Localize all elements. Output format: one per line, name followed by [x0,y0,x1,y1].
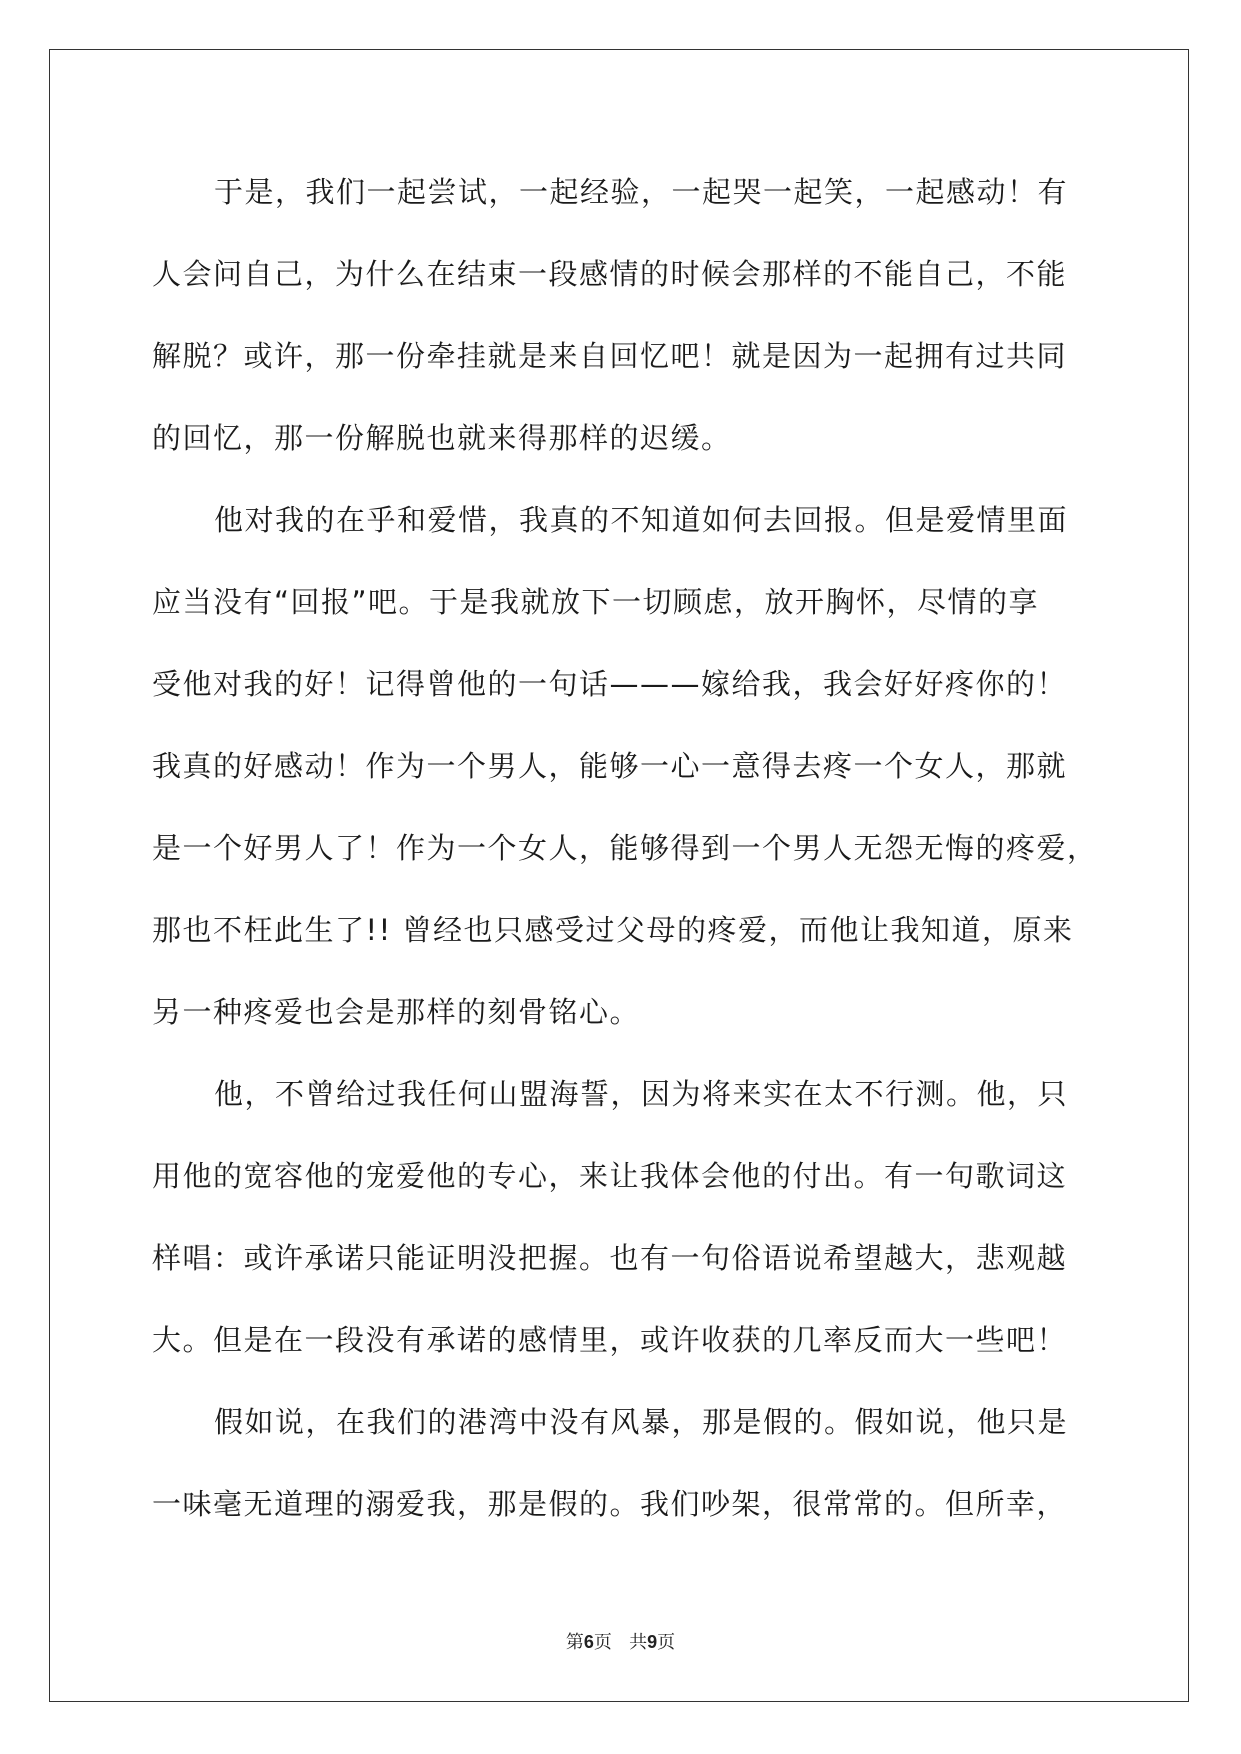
page-suffix: 页 [593,1632,612,1653]
total-prefix: 共 [629,1632,648,1653]
paragraph-line: 他，不曾给过我任何山盟海誓，因为将来实在太不行测。他，只 [214,1077,1069,1111]
paragraph-line: 的回忆，那一份解脱也就来得那样的迟缓。 [152,421,732,455]
paragraph-line: 应当没有“回报”吧。于是我就放下一切顾虑，放开胸怀，尽情的享 [152,585,1040,619]
total-suffix: 页 [657,1632,676,1653]
page-prefix: 第 [565,1632,584,1653]
page-footer [0,1628,1241,1654]
paragraph-line: 解脱？或许，那一份牵挂就是来自回忆吧！就是因为一起拥有过共同 [152,339,1068,373]
total-pages: 9 [647,1632,658,1652]
paragraph-line: 样唱：或许承诺只能证明没把握。也有一句俗语说希望越大，悲观越 [152,1241,1068,1275]
paragraph-line: 人会问自己，为什么在结束一段感情的时候会那样的不能自己，不能 [152,257,1068,291]
paragraph-line: 大。但是在一段没有承诺的感情里，或许收获的几率反而大一些吧！ [152,1323,1068,1357]
paragraph-line: 于是，我们一起尝试，一起经验，一起哭一起笑，一起感动！有 [214,175,1069,209]
paragraph-line: 一味毫无道理的溺爱我，那是假的。我们吵架，很常常的。但所幸， [152,1487,1068,1521]
paragraph-line: 我真的好感动！作为一个男人，能够一心一意得去疼一个女人，那就 [152,749,1068,783]
paragraph-line: 他对我的在乎和爱惜，我真的不知道如何去回报。但是爱情里面 [214,503,1069,537]
paragraph-line: 是一个好男人了！作为一个女人，能够得到一个男人无怨无悔的疼爱， [152,831,1098,865]
paragraph-line: 那也不枉此生了!! 曾经也只感受过父母的疼爱，而他让我知道，原来 [152,913,1074,947]
paragraph-line: 假如说，在我们的港湾中没有风暴，那是假的。假如说，他只是 [214,1405,1069,1439]
document-body [152,166,1098,1560]
paragraph-line: 受他对我的好！记得曾他的一句话———嫁给我，我会好好疼你的！ [152,667,1068,701]
page-number: 6 [583,1632,594,1652]
paragraph-line: 用他的宽容他的宠爱他的专心，来让我体会他的付出。有一句歌词这 [152,1159,1068,1193]
paragraph-line: 另一种疼爱也会是那样的刻骨铭心。 [152,995,641,1029]
